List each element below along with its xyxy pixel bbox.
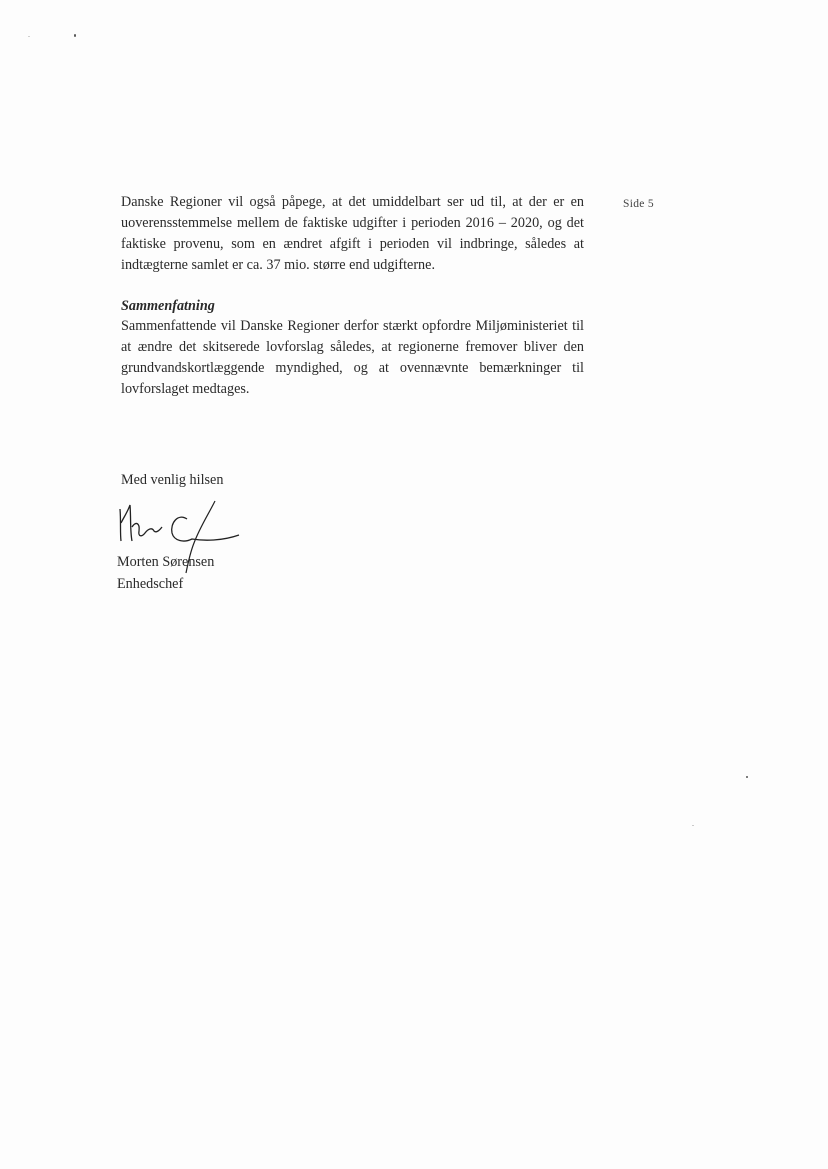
body-paragraph: Danske Regioner vil også påpege, at det umiddelbart ser ud til, at der er en uoverensstemmelse mellem de faktiske udgifter i perioden 2016 – 2020, og det faktiske provenu, som en ændret afgift i perioden vil indbringe, således at indtægterne samlet er ca. 37 mio. større end udgifterne. — [121, 194, 584, 273]
section-heading: Sammenfatning — [121, 298, 215, 314]
signer-title: Enhedschef — [117, 576, 184, 592]
scan-speck — [28, 36, 30, 37]
page-number: Side 5 — [623, 198, 654, 210]
scan-speck — [692, 825, 694, 826]
scan-speck — [74, 34, 76, 37]
closing-salutation: Med venlig hilsen — [121, 472, 224, 488]
body-paragraph: Sammenfattende vil Danske Regioner derfor stærkt opfordre Miljøministeriet til at ændre det skitserede lovforslag således, at regionerne fremover bliver den grundvandskortlæggende myndighed, og at ovennævnte bemærkninger til lovforslaget medtages. — [121, 318, 584, 397]
scan-speck — [746, 776, 748, 778]
signer-name: Morten Sørensen — [117, 554, 215, 570]
